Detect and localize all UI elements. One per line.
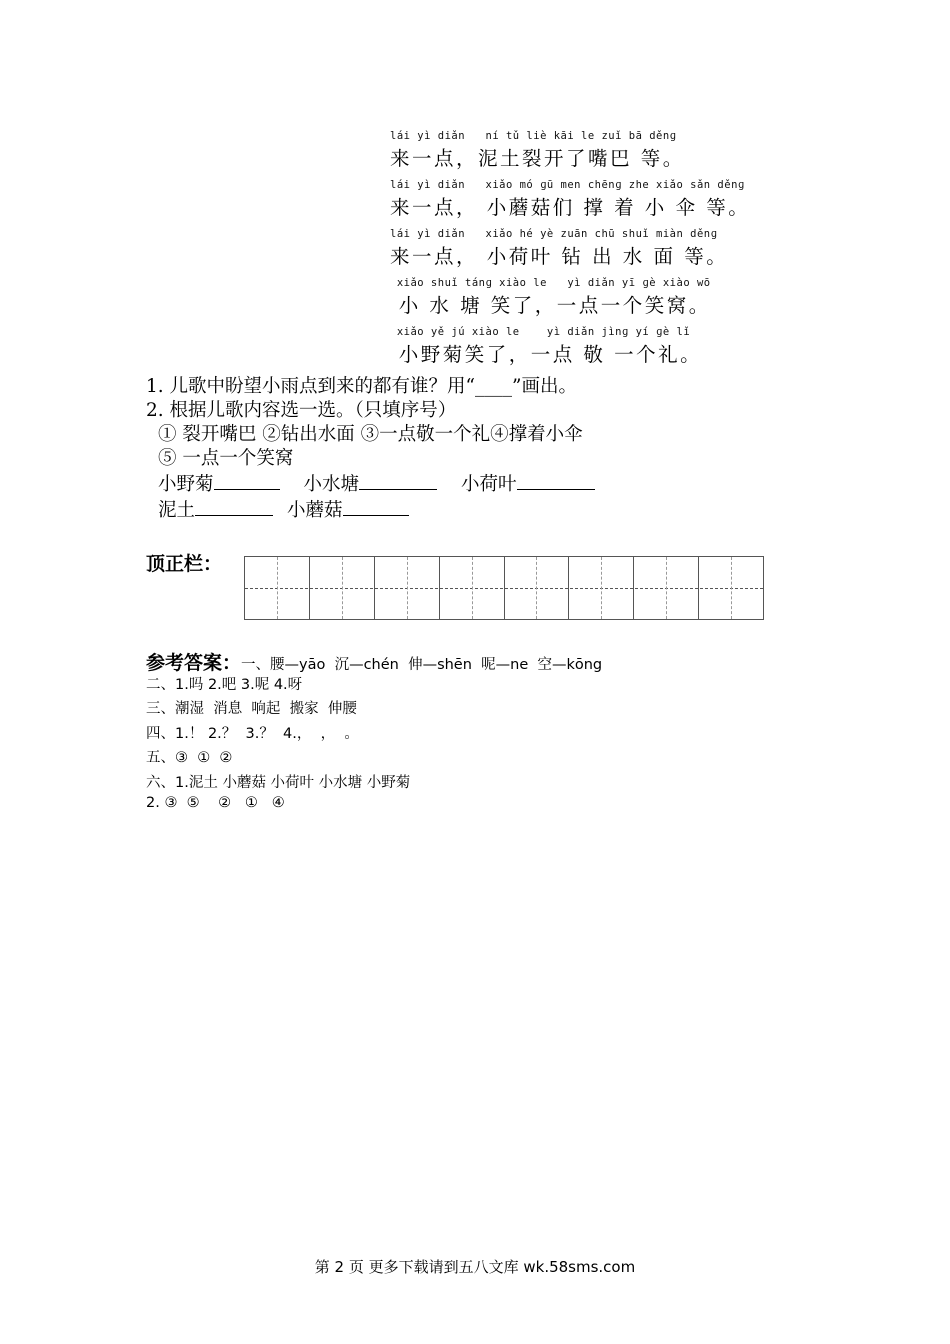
page-footer: 第 2 页 更多下载请到五八文库 wk.58sms.com [314, 1258, 636, 1276]
grid-cell[interactable] [569, 557, 634, 619]
hanzi-line: 来一点，泥土裂开了嘴巴 等。 [390, 147, 685, 170]
answer-line-3: 三、潮湿 消息 响起 搬家 伸腰 [146, 701, 357, 717]
answer-blank[interactable] [343, 497, 409, 516]
answer-blank[interactable] [195, 497, 273, 516]
pinyin-line: xiǎo shuǐ tánɡ xiào le yì diǎn yī ɡè xiào wō [390, 277, 711, 289]
poem-line [390, 326, 810, 375]
poem-line [390, 130, 810, 179]
poem [390, 130, 810, 375]
poem-line [390, 179, 810, 228]
fill-label: 泥土 [158, 500, 196, 521]
grid-cell[interactable] [440, 557, 505, 619]
grid-cell[interactable] [245, 557, 310, 619]
answer-line-1: 参考答案：一、腰—yāo 沉—chén 伸—shēn 呢—ne 空—kōng [146, 652, 603, 674]
poem-line [390, 277, 810, 326]
answer-key [146, 648, 846, 820]
options-line-1: ① 裂开嘴巴 ②钻出水面 ③一点敬一个礼④撑着小伞 [158, 424, 583, 445]
correction-title: 顶正栏： [146, 553, 223, 575]
answer-line-5: 五、③ ① ② [146, 750, 233, 766]
grid-cell[interactable] [505, 557, 570, 619]
fill-label: 小蘑菇 [287, 500, 343, 521]
answer-title: 参考答案： [146, 652, 242, 674]
hanzi-line: 小 水 塘 笑了，一点一个笑窝。 [390, 294, 711, 317]
answer-blank[interactable] [359, 471, 437, 490]
hanzi-line: 来一点， 小蘑菇们 撑 着 小 伞 等。 [390, 196, 751, 219]
answer-blank[interactable] [517, 471, 595, 490]
fill-label: 小荷叶 [461, 474, 517, 495]
grid-cell[interactable] [634, 557, 699, 619]
options-line-2: ⑤ 一点一个笑窝 [158, 448, 294, 469]
hanzi-line: 来一点， 小荷叶 钻 出 水 面 等。 [390, 245, 729, 268]
answer-line-6: 六、1.泥土 小蘑菇 小荷叶 小水塘 小野菊 [146, 774, 411, 791]
answer-line-4: 四、1.！ 2.？ 3.？ 4.， ， 。 [146, 725, 359, 742]
answer-line-7: 2. ③ ⑤ ② ① ④ [146, 795, 285, 811]
pinyin-line: lái yì diǎn xiǎo mó ɡū men chēnɡ zhe xiǎo sǎn děnɡ [390, 179, 745, 191]
pinyin-line: xiǎo yě jú xiào le yì diǎn jìnɡ yí ɡè lǐ [390, 326, 691, 338]
pinyin-line: lái yì diǎn xiǎo hé yè zuān chū shuǐ miàn děnɡ [390, 228, 718, 240]
pinyin-line: lái yì diǎn ní tǔ liè kāi le zuǐ bā děnɡ [390, 130, 677, 142]
questions [146, 375, 826, 523]
fill-row-2 [146, 497, 826, 523]
question-1: 1. 儿歌中盼望小雨点到来的都有谁？用“____”画出。 [146, 376, 577, 397]
grid-cell[interactable] [310, 557, 375, 619]
fill-label: 小野菊 [158, 474, 214, 495]
grid-cell[interactable] [699, 557, 763, 619]
writing-grid[interactable] [244, 556, 764, 620]
grid-cell[interactable] [375, 557, 440, 619]
hanzi-line: 小野菊笑了，一点 敬 一个礼。 [390, 343, 703, 366]
fill-label: 小水塘 [303, 474, 360, 495]
answer-blank[interactable] [214, 471, 280, 490]
fill-row-1 [146, 471, 826, 497]
answer-line-2: 二、1.吗 2.吧 3.呢 4.呀 [146, 676, 303, 693]
poem-line [390, 228, 810, 277]
question-2: 2. 根据儿歌内容选一选。（只填序号） [146, 400, 457, 421]
